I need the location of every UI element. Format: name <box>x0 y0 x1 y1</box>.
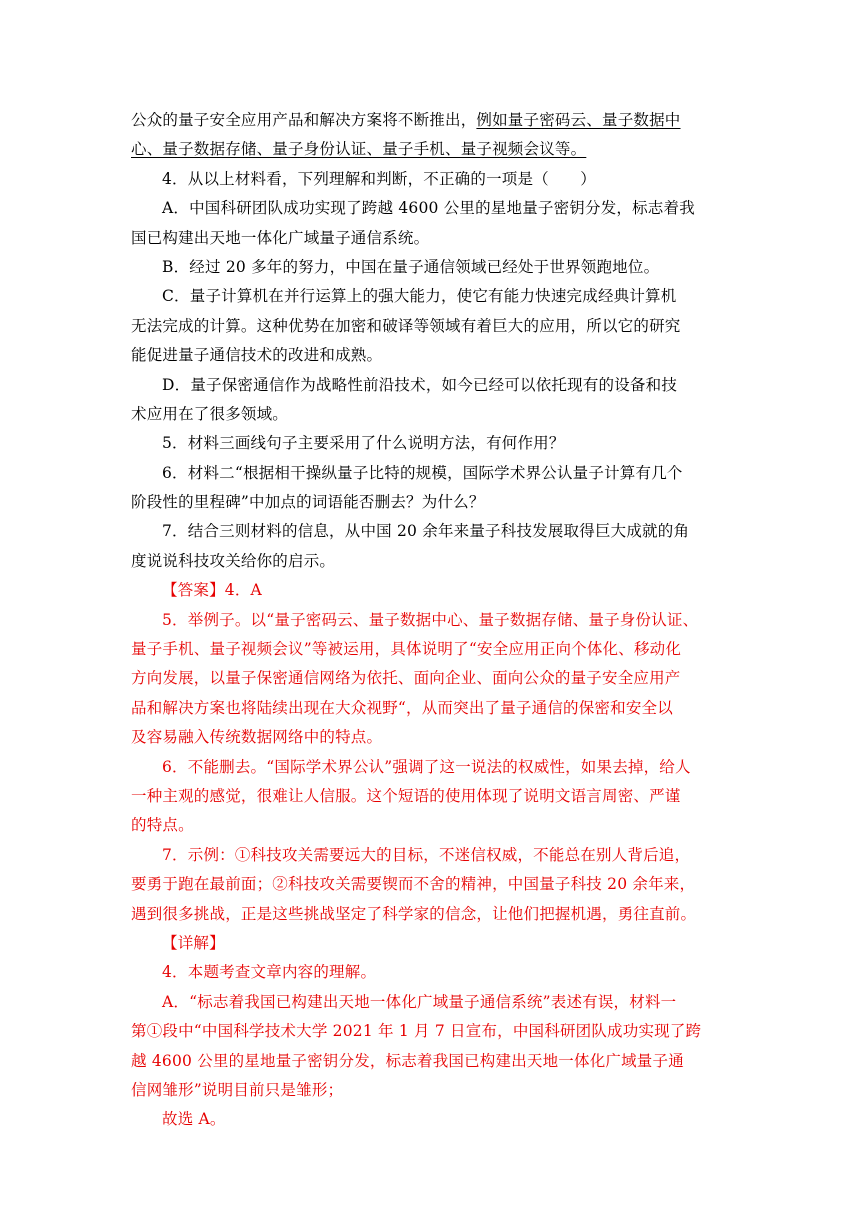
answer-5-cont: 及容易融入传统数据网络中的特点。 <box>131 728 383 747</box>
answer-6-cont: 的特点。 <box>131 816 194 835</box>
answer-5-cont: 量子手机、量子视频会议”等被运用，具体说明了“安全应用正向个体化、移动化 <box>131 640 682 659</box>
answer-tag: 【答案】4．A <box>162 581 262 600</box>
answer-6-cont: 一种主观的感觉，很难让人信服。这个短语的使用体现了说明文语言周密、严谨 <box>131 786 681 805</box>
question-6-cont: 阶段性的里程碑”中加点的词语能否删去？为什么？ <box>131 493 485 512</box>
option-a-cont: 国已构建出天地一体化广域量子通信系统。 <box>131 228 430 247</box>
explanation-a-cont: 第①段中“中国科学技术大学 2021 年 1 月 7 日宣布，中国科研团队成功实现了跨 <box>131 1022 702 1041</box>
explanation-4: 4．本题考查文章内容的理解。 <box>162 963 377 982</box>
option-c-cont: 无法完成的计算。这种优势在加密和破译等领域有着巨大的应用，所以它的研究 <box>131 316 681 335</box>
question-4-stem: 4．从以上材料看，下列理解和判断，不正确的一项是（ ） <box>162 169 596 188</box>
answer-5-cont: 方向发展，以量子保密通信网络为依托、面向企业、面向公众的量子安全应用产 <box>131 669 681 688</box>
underlined-sentence: 例如量子密码云、量子数据中 <box>476 111 681 129</box>
answer-7: 7．示例：①科技攻关需要远大的目标，不迷信权威，不能总在别人背后追， <box>162 845 691 864</box>
option-c-cont: 能促进量子通信技术的改进和成熟。 <box>131 346 383 365</box>
explanation-tag: 【详解】 <box>162 933 225 952</box>
explanation-a-cont: 越 4600 公里的星地量子密钥分发，标志着我国已构建出天地一体化广域量子通 <box>131 1051 684 1070</box>
option-c: C．量子计算机在并行运算上的强大能力，使它有能力快速完成经典计算机 <box>162 287 677 306</box>
passage-text: 公众的量子安全应用产品和解决方案将不断推出， <box>131 111 477 129</box>
passage-line <box>131 106 732 135</box>
option-d-cont: 术应用在了很多领域。 <box>131 404 289 423</box>
answer-7-cont: 要勇于跑在最前面；②科技攻关需要锲而不舍的精神，中国量子科技 20 余年来， <box>131 875 696 894</box>
question-6: 6．材料二“根据相干操纵量子比特的规模，国际学术界公认量子计算有几个 <box>162 463 683 482</box>
question-7-cont: 度说说科技攻关给你的启示。 <box>131 551 336 570</box>
explanation-a-cont: 信网雏形”说明目前只是雏形； <box>131 1080 344 1099</box>
option-d: D．量子保密通信作为战略性前沿技术，如今已经可以依托现有的设备和技 <box>162 375 678 394</box>
underlined-sentence: 心、量子数据存储、量子身份认证、量子手机、量子视频会议等。 <box>131 140 587 159</box>
explanation-a: A．“标志着我国已构建出天地一体化广域量子通信系统”表述有误，材料一 <box>162 992 677 1011</box>
question-7: 7．结合三则材料的信息，从中国 20 余年来量子科技发展取得巨大成就的角 <box>162 522 690 541</box>
document-page <box>131 106 732 1135</box>
answer-6: 6．不能删去。“国际学术界公认”强调了这一说法的权威性，如果去掉，给人 <box>162 757 691 776</box>
passage-line <box>131 135 732 164</box>
answer-5: 5．举例子。以“量子密码云、量子数据中心、量子数据存储、量子身份认证、 <box>162 610 699 629</box>
question-5: 5．材料三画线句子主要采用了什么说明方法，有何作用？ <box>162 434 565 453</box>
answer-7-cont: 遇到很多挑战，正是这些挑战坚定了科学家的信念，让他们把握机遇，勇往直前。 <box>131 904 697 923</box>
choose-answer: 故选 A。 <box>162 1110 226 1129</box>
option-b: B．经过 20 多年的努力，中国在量子通信领域已经处于世界领跑地位。 <box>162 257 660 276</box>
option-a: A．中国科研团队成功实现了跨越 4600 公里的星地量子密钥分发，标志着我 <box>162 199 695 218</box>
answer-5-cont: 品和解决方案也将陆续出现在大众视野“，从而突出了量子通信的保密和安全以 <box>131 698 673 717</box>
